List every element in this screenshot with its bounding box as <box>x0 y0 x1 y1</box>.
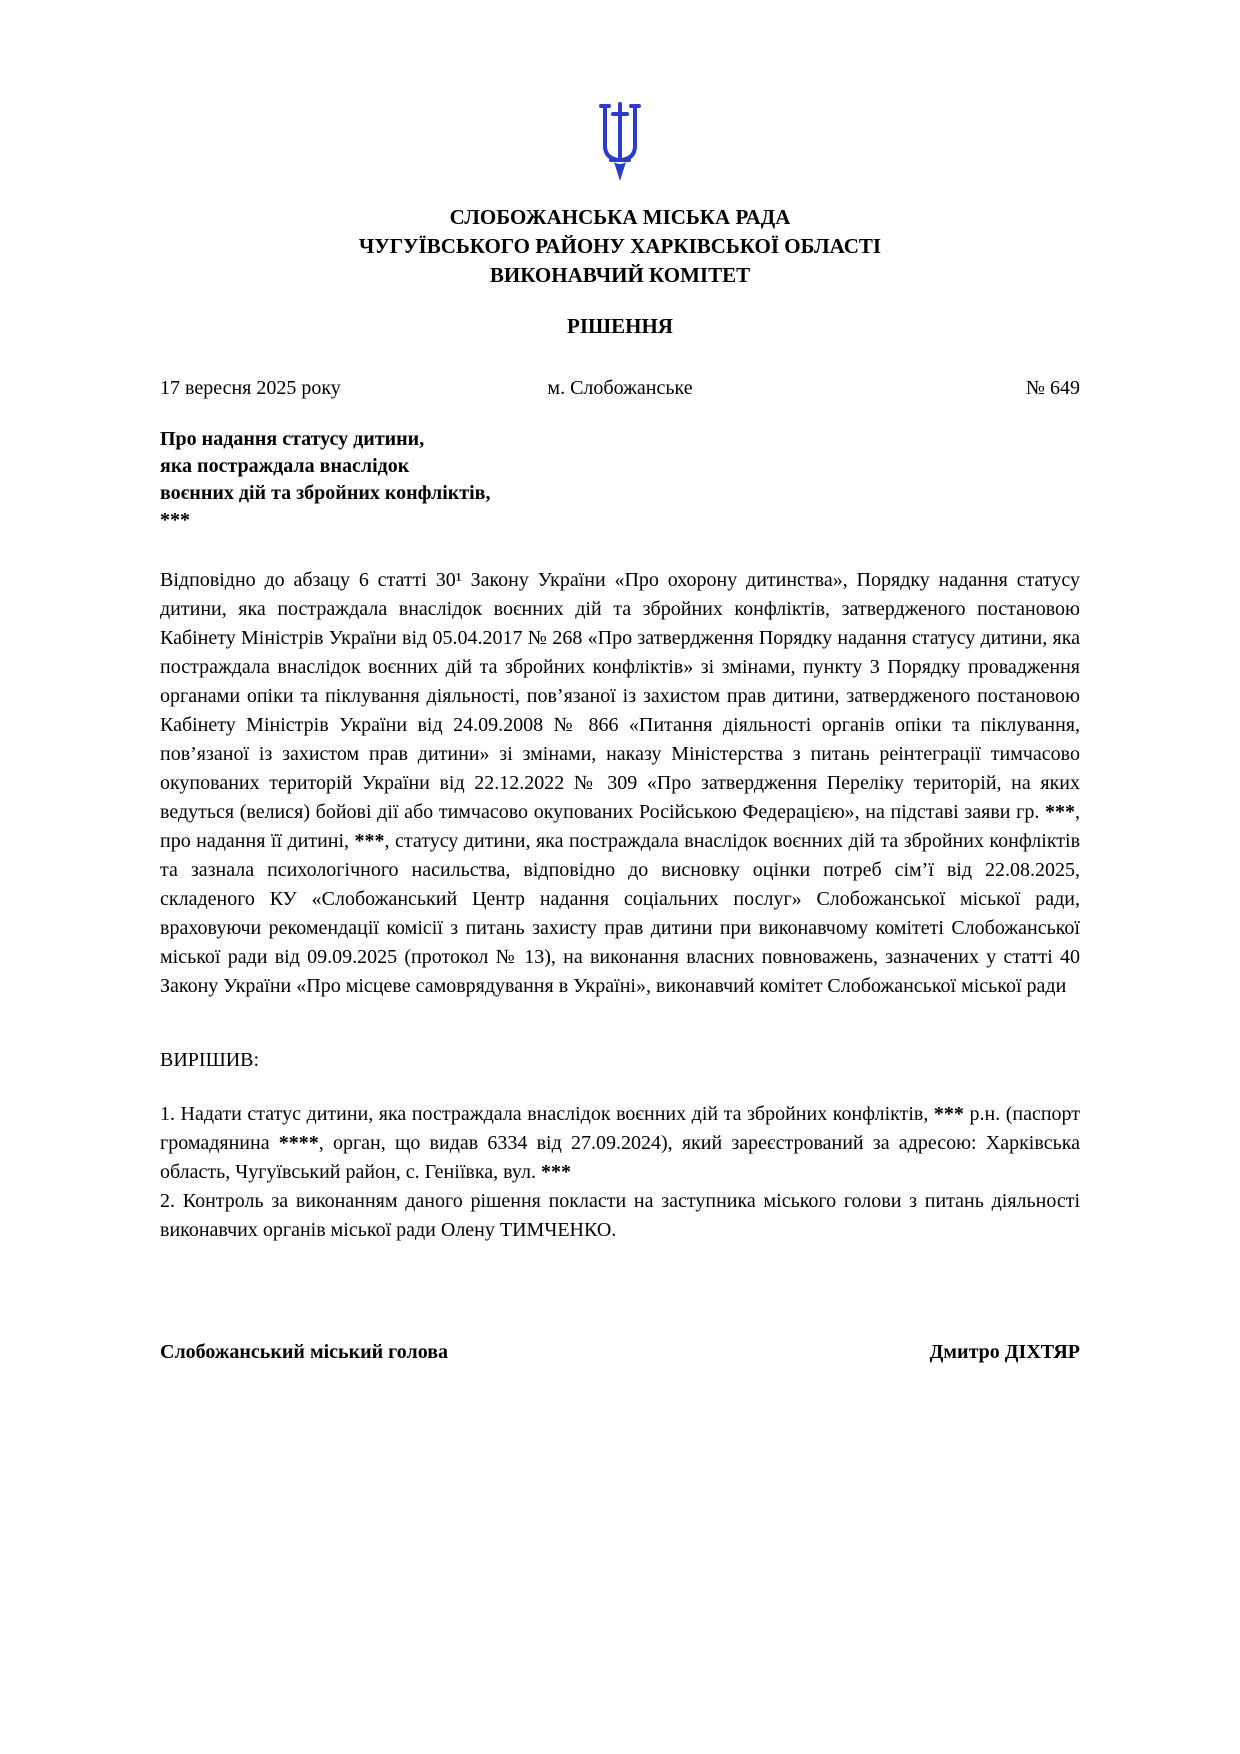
meta-row <box>160 377 1080 400</box>
org-name-line-1: СЛОБОЖАНСЬКА МІСЬКА РАДА <box>449 205 791 229</box>
document-number: № 649 <box>1025 377 1081 399</box>
resolution-item-1: 1. Надати статус дитини, яка постраждала внаслідок воєнних дій та збройних конфліктів, *** р.н. (паспорт громадянина ****, орган, що видав 6334 від 27.09.2024), який зареєстрований за адресою: Харківська область, Чугуївський район, с. Геніївка, вул. *** <box>160 1103 1080 1183</box>
preamble-paragraph: Відповідно до абзацу 6 статті 30¹ Закону України «Про охорону дитинства», Порядку надання статусу дитини, яка постраждала внаслідок воєнних дій та збройних конфліктів, затвердженого постановою Кабінету Міністрів України від 05.04.2017 № 268 «Про затвердження Порядку надання статусу дитини, яка постраждала внаслідок воєнних дій та збройних конфліктів» зі змінами, пункту 3 Порядку провадження органами опіки та піклування діяльності, пов’язаної із захистом прав дитини, затвердженого постановою Кабінету Міністрів України від 24.09.2008 № 866 «Питання діяльності органів опіки та піклування, пов’язаної із захистом прав дитини» зі змінами, наказу Міністерства з питань реінтеграції тимчасово окупованих територій України від 22.12.2022 № 309 «Про затвердження Переліку територій, на яких ведуться (велися) бойові дії або тимчасово окупованих Російською Федерацією», на підставі заяви гр. ***, про надання її дитині, ***, статусу дитини, яка постраждала внаслідок воєнних дій та збройних конфліктів та зазнала психологічного насильства, відповідно до висновку оцінки потреб сім’ї від 22.08.2025, складеного КУ «Слобожанський Центр надання соціальних послуг» Слобожанської міської ради, враховуючи рекомендації комісії з питань захисту прав дитини при виконавчому комітеті Слобожанської міської ради від 09.09.2025 (протокол № 13), на виконання власних повноважень, зазначених у статті 40 Закону України «Про місцеве самоврядування в Україні», виконавчий комітет Слобожанської міської ради <box>160 569 1081 997</box>
signature-row <box>160 1341 1080 1364</box>
resolved-label: ВИРІШИВ: <box>160 1049 260 1071</box>
ukraine-trident-icon <box>590 100 650 188</box>
subject-line-4: *** <box>160 509 190 531</box>
trident-strokes <box>601 104 639 160</box>
subject-line-1: Про надання статусу дитини, <box>160 428 425 450</box>
signature-name: Дмитро ДІХТЯР <box>929 1341 1080 1363</box>
signature-title: Слобожанський міський голова <box>160 1341 448 1363</box>
resolution-item-2: 2. Контроль за виконанням даного рішення покласти на заступника міського голови з питань діяльності виконавчих органів міської ради Олену ТИМЧЕНКО. <box>160 1190 1080 1241</box>
resolution-items <box>160 1100 1080 1245</box>
document-place: м. Слобожанське <box>547 377 693 399</box>
trident-base <box>614 162 626 181</box>
document-date: 17 вересня 2025 року <box>160 377 341 399</box>
document-type-title: РІШЕННЯ <box>567 314 673 338</box>
subject-line-3: воєнних дій та збройних конфліктів, <box>160 482 491 504</box>
emblem-container <box>160 100 1080 193</box>
subject-line-2: яка постраждала внаслідок <box>160 455 410 477</box>
org-name-line-3: ВИКОНАВЧИЙ КОМІТЕТ <box>489 263 751 287</box>
subject-block <box>160 426 1080 534</box>
org-name-line-2: ЧУГУЇВСЬКОГО РАЙОНУ ХАРКІВСЬКОЇ ОБЛАСТІ <box>358 234 882 258</box>
